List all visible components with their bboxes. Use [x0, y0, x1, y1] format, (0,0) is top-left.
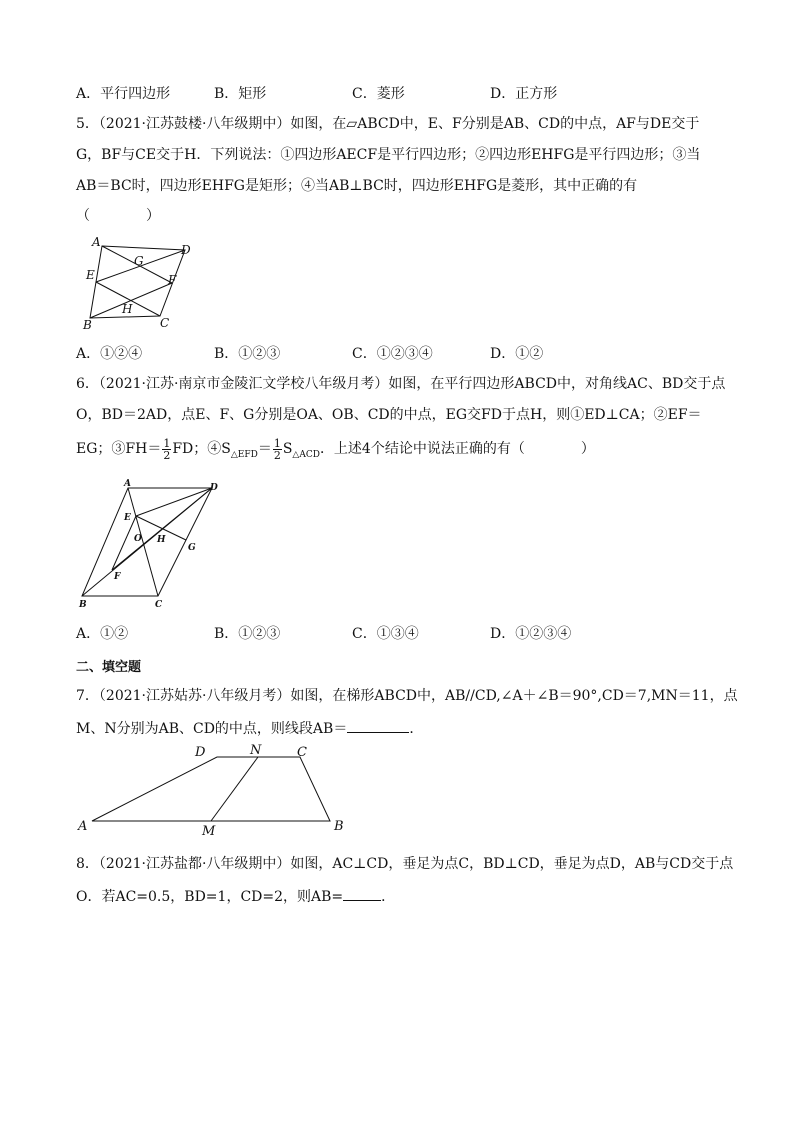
q4-option-b[interactable]: B．矩形	[214, 86, 267, 102]
q7-figure-trapezoid	[74, 740, 354, 838]
q6-line3-part-e: ．上述4个结论中说法正确的有（ ）	[319, 441, 595, 457]
q6-line3-sub-acd: △ACD	[292, 449, 320, 460]
q5-label-f: F	[168, 273, 177, 287]
q4-options	[76, 83, 628, 103]
q6-option-a[interactable]: A．①②	[76, 626, 129, 642]
q6-option-b[interactable]: B．①②③	[214, 626, 281, 642]
q6-label-d: D	[210, 483, 218, 493]
q6-label-b: B	[79, 600, 87, 610]
q8-line2-text: O．若AC=0.5，BD=1，CD=2，则AB=	[76, 889, 344, 905]
q6-frac-num-1: 1	[163, 436, 171, 450]
q5-stem-line-3: AB＝BC时，四边形EHFG是矩形；④当AB⊥BC时，四边形EHFG是菱形，其中正确的有	[76, 178, 638, 194]
q6-stem-line-1: 6．（2021·江苏·南京市金陵汇文学校八年级月考）如图，在平行四边形ABCD中，对角线AC、BD交于点	[76, 376, 726, 392]
q5-option-c[interactable]: C．①②③④	[352, 346, 433, 362]
q6-fraction-half-2	[273, 438, 282, 461]
section-heading-fill-in: 二、填空题	[76, 660, 142, 675]
q7-stem-line-1: 7．（2021·江苏姑苏·八年级月考）如图，在梯形ABCD中，AB//CD,∠A＋∠B＝90°,CD＝7,MN＝11，点	[76, 688, 738, 704]
q8-stem-line-2	[76, 886, 395, 906]
q7-label-a: A	[78, 819, 88, 834]
q7-label-b: B	[334, 819, 344, 834]
q5-answer-bracket: （ ）	[76, 208, 160, 224]
q4-option-d[interactable]: D．正方形	[490, 86, 558, 102]
q5-option-b[interactable]: B．①②③	[214, 346, 281, 362]
q6-segment-fd	[112, 488, 212, 570]
q5-label-c: C	[160, 316, 170, 330]
q6-line3-part-d: S	[282, 441, 293, 457]
q6-line3-part-b: FD；④S	[172, 441, 231, 457]
q4-option-a[interactable]: A．平行四边形	[76, 86, 171, 102]
q4-option-c[interactable]: C．菱形	[352, 86, 405, 102]
q6-frac-num-2: 1	[273, 436, 281, 450]
q5-label-h: H	[122, 302, 133, 316]
q7-label-d: D	[195, 745, 206, 760]
q5-options	[76, 343, 628, 363]
q5-label-a: A	[92, 236, 101, 249]
q6-figure-parallelogram	[74, 476, 234, 612]
q6-option-d[interactable]: D．①②③④	[490, 626, 572, 642]
q5-stem-line-1: 5．（2021·江苏鼓楼·八年级期中）如图，在▱ABCD中，E、F分别是AB、CD的中点，AF与DE交于	[76, 116, 700, 132]
q6-frac-den-1: 2	[163, 448, 171, 462]
q6-label-e: E	[124, 513, 131, 523]
q5-label-b: B	[83, 318, 92, 332]
q6-segment-ef	[112, 516, 136, 570]
q5-label-d: D	[181, 243, 191, 257]
q6-option-c[interactable]: C．①③④	[352, 626, 419, 642]
q5-stem-line-2: G，BF与CE交于H．下列说法：①四边形AECF是平行四边形；②四边形EHFG是平行四边形；③当	[76, 147, 701, 163]
q6-label-a: A	[124, 479, 131, 489]
q6-diagonal-ac	[128, 488, 158, 596]
q6-line3-part-a: EG；③FH＝	[76, 441, 162, 457]
q5-option-d[interactable]: D．①②	[490, 346, 544, 362]
q6-label-f: F	[114, 572, 121, 582]
q7-line2-text: M、N分别为AB、CD的中点，则线段AB＝	[76, 721, 348, 737]
q6-label-o: O	[134, 534, 142, 544]
q5-label-e: E	[86, 268, 95, 282]
q7-line2-end: ．	[409, 721, 424, 737]
q6-label-h: H	[157, 535, 166, 545]
q6-line3-sub-efd: △EFD	[230, 449, 258, 460]
q6-stem-line-2: O，BD＝2AD，点E、F、G分别是OA、OB、CD的中点，EG交FD于点H，则①ED⊥CA；②EF＝	[76, 407, 702, 423]
q7-answer-blank[interactable]	[347, 718, 409, 733]
q7-stem-line-2	[76, 718, 423, 738]
q7-label-m: M	[202, 824, 216, 838]
q6-label-c: C	[155, 600, 163, 610]
q7-segment-mn	[211, 757, 258, 821]
q7-figure-abcd	[92, 757, 330, 821]
q8-answer-blank[interactable]	[343, 886, 381, 901]
q5-figure-parallelogram	[80, 236, 200, 336]
q6-label-g: G	[188, 543, 196, 553]
q6-stem-line-3	[76, 436, 595, 468]
q5-option-a[interactable]: A．①②④	[76, 346, 143, 362]
q6-line3-part-c: ＝	[257, 441, 272, 457]
q5-label-g: G	[134, 254, 144, 268]
q6-fraction-half-1	[162, 438, 171, 461]
q8-stem-line-1: 8．（2021·江苏盐都·八年级期中）如图，AC⊥CD，垂足为点C，BD⊥CD，垂足为点D，AB与CD交于点	[76, 856, 734, 872]
q7-label-n: N	[250, 743, 262, 758]
q6-options	[76, 623, 628, 643]
q7-label-c: C	[297, 745, 307, 760]
q8-line2-end: ．	[381, 889, 396, 905]
q6-frac-den-2: 2	[273, 448, 281, 462]
